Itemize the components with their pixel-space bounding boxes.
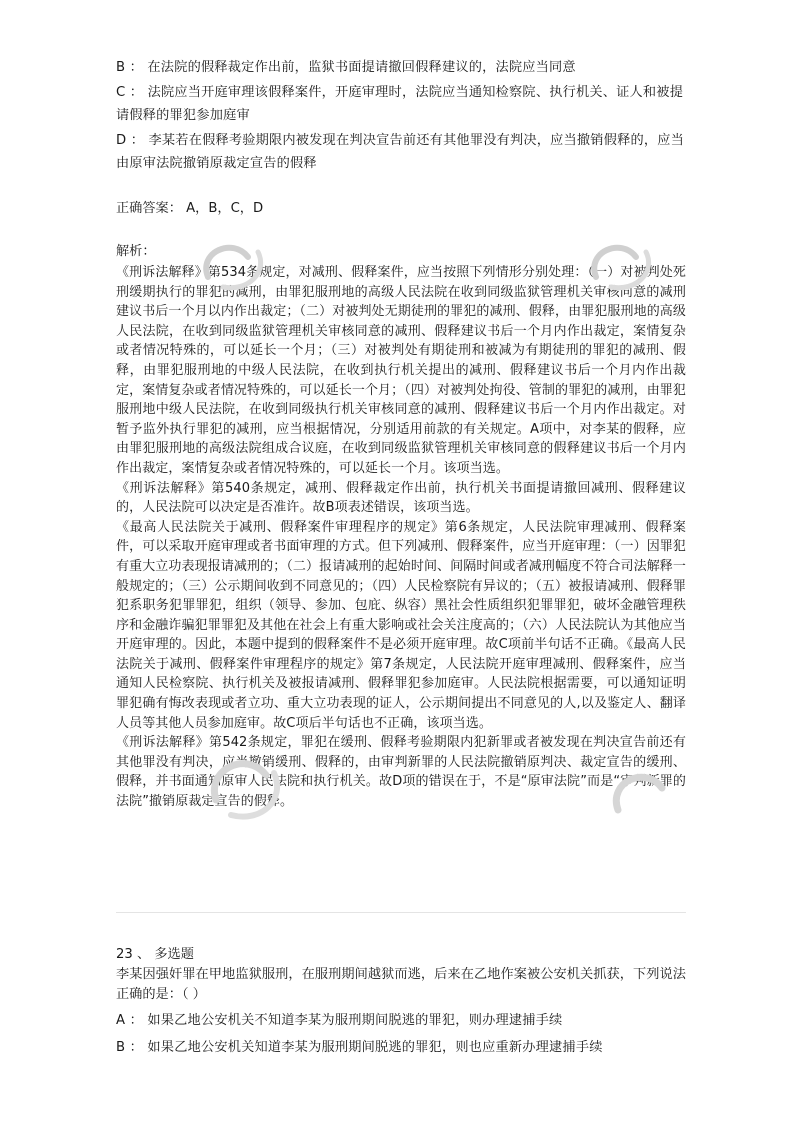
question-23 <box>116 945 686 1061</box>
question-divider <box>116 912 686 913</box>
option-a: A ： 如果乙地公安机关不知道李某为服刑期间脱逃的罪犯，则办理逮捕手续 <box>116 1013 563 1028</box>
option-d: D ： 李某若在假释考验期限内被发现在判决宣告前还有其他罪没有判决，应当撤销假释的，应当由原审法院撤销原裁定宣告的假释 <box>116 133 685 171</box>
analysis-paragraph: 《刑诉法解释》第534条规定，对减刑、假释案件，应当按照下列情形分别处理：（一）对被判处死刑缓期执行的罪犯的减刑，由罪犯服刑地的高级人民法院在收到同级监狱管理机关审核同意的减刑建议书后一个月以内作出裁定；（二）对被判处无期徒刑的罪犯的减刑、假释，由罪犯服刑地的高级人民法院，在收到同级监狱管理机关审核同意的减刑、假释建议书后一个月内作出裁定，案情复杂或者情况特殊的，可以延长一个月；（三）对被判处有期徒刑和被减为有期徒刑的罪犯的减刑、假释，由罪犯服刑地的中级人民法院，在收到执行机关提出的减刑、假释建议书后一个月内作出裁定，案情复杂或者情况特殊的，可以延长一个月；（四）对被判处拘役、管制的罪犯的减刑，由罪犯服刑地中级人民法院，在收到同级执行机关审核同意的减刑、假释建议书后一个月内作出裁定。对暂予监外执行罪犯的减刑，应当根据情况，分别适用前款的有关规定。A项中，对李某的假释，应由罪犯服刑地的高级法院组成合议庭，在收到同级监狱管理机关审核同意的假释建议书后一个月内作出裁定，案情复杂或者情况特殊的，可以延长一个月。该项当选。 <box>116 265 686 476</box>
option-c: C ： 法院应当开庭审理该假释案件，开庭审理时，法院应当通知检察院、执行机关、证人和被提请假释的罪犯参加庭审 <box>116 85 684 123</box>
option-b: B ： 如果乙地公安机关知道李某为服刑期间脱逃的罪犯，则也应重新办理逮捕手续 <box>116 1040 603 1055</box>
analysis-paragraph: 《最高人民法院关于减刑、假释案件审理程序的规定》第6条规定，人民法院审理减刑、假释案件，可以采取开庭审理或者书面审理的方式。但下列减刑、假释案件，应当开庭审理：（一）因罪犯有重大立功表现报请减刑的；（二）报请减刑的起始时间、间隔时间或者减刑幅度不符合司法解释一般规定的；（三）公示期间收到不同意见的；（四）人民检察院有异议的；（五）被报请减刑、假释罪犯系职务犯罪罪犯，组织（领导、参加、包庇、纵容）黑社会性质组织犯罪罪犯，破坏金融管理秩序和金融诈骗犯罪罪犯及其他在社会上有重大影响或社会关注度高的；（六）人民法院认为其他应当开庭审理的。因此，本题中提到的假释案件不是必须开庭审理。故C项前半句话不正确。《最高人民法院关于减刑、假释案件审理程序的规定》第7条规定，人民法院开庭审理减刑、假释案件，应当通知人民检察院、执行机关及被报请减刑、假释罪犯参加庭审。人民法院根据需要，可以通知证明罪犯确有悔改表现或者立功、重大立功表现的证人，公示期间提出不同意见的人,以及鉴定人、翻译人员等其他人员参加庭审。故C项后半句话也不正确，该项当选。 <box>116 519 687 731</box>
analysis-paragraph: 《刑诉法解释》第542条规定，罪犯在缓刑、假释考验期限内犯新罪或者被发现在判决宣告前还有其他罪没有判决，应当撤销缓刑、假释的，由审判新罪的人民法院撤销原判决、裁定宣告的缓刑、假释，并书面通知原审人民法院和执行机关。故D项的错误在于，不是“原审法院”而是“审判新罪的法院”撤销原裁定宣告的假释。 <box>116 735 686 810</box>
correct-answer: 正确答案： A，B，C，D <box>116 201 264 216</box>
option-b: B ： 在法院的假释裁定作出前，监狱书面提请撤回假释建议的，法院应当同意 <box>116 60 576 75</box>
question-stem: 李某因强奸罪在甲地监狱服刑，在服刑期间越狱而逃，后来在乙地作案被公安机关抓获，下列说法正确的是：（ ） <box>116 967 686 1002</box>
question-22-continuation <box>116 56 686 812</box>
analysis-label: 解析： <box>116 244 156 259</box>
analysis-paragraph: 《刑诉法解释》第540条规定，减刑、假释裁定作出前，执行机关书面提请撤回减刑、假释建议的，人民法院可以决定是否准许。故B项表述错误，该项当选。 <box>116 480 686 516</box>
question-number: 23 、 多选题 <box>116 947 194 962</box>
